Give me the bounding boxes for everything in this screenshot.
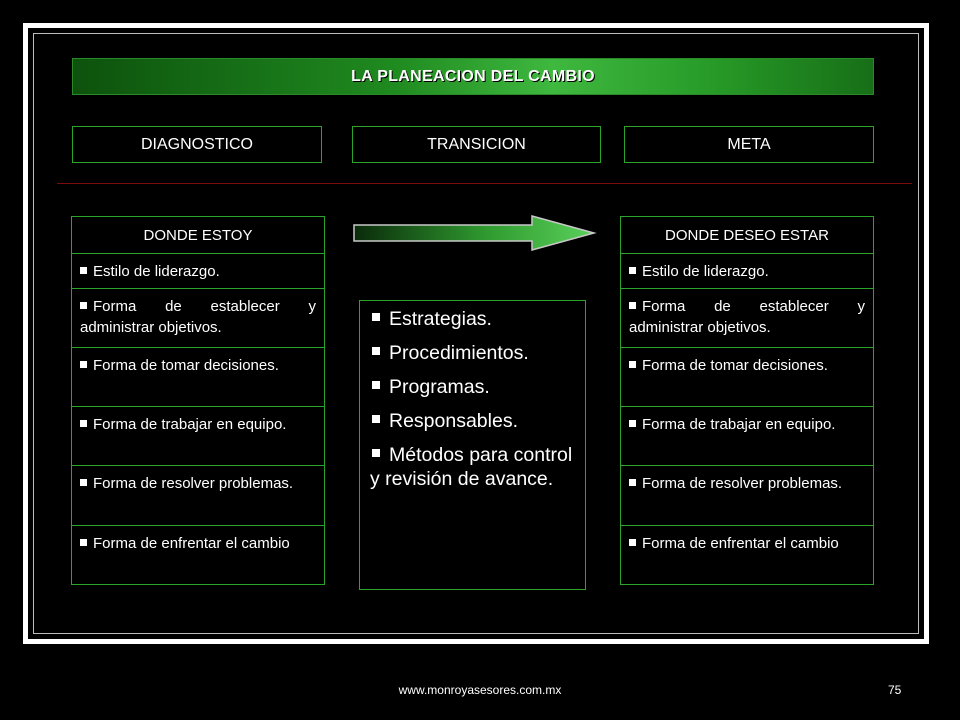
list-item: Estilo de liderazgo.	[621, 254, 873, 289]
bullet-icon	[372, 381, 380, 389]
current-state-column	[71, 216, 325, 585]
footer-url: www.monroyasesores.com.mx	[398, 683, 562, 697]
bullet-icon	[372, 415, 380, 423]
bullet-icon	[629, 420, 636, 427]
list-item: Forma de tomar decisiones.	[621, 348, 873, 407]
list-item: Forma de trabajar en equipo.	[621, 407, 873, 466]
right-arrow-icon	[352, 213, 598, 253]
page-number: 75	[888, 683, 902, 697]
list-item: Forma de enfrentar el cambio	[621, 526, 873, 584]
desired-state-column	[620, 216, 874, 585]
transition-list	[359, 300, 586, 590]
bullet-icon	[629, 361, 636, 368]
stage-transicion: TRANSICION	[352, 126, 601, 163]
bullet-icon	[80, 539, 87, 546]
list-item: Programas.	[370, 375, 577, 399]
bullet-icon	[80, 420, 87, 427]
list-item: Forma de establecer y administrar objetivos.	[621, 289, 873, 348]
bullet-icon	[629, 539, 636, 546]
list-item: Forma de resolver problemas.	[621, 466, 873, 526]
bullet-icon	[80, 302, 87, 309]
stage-meta: META	[624, 126, 874, 163]
stage-diagnostico: DIAGNOSTICO	[72, 126, 322, 163]
list-item: Forma de enfrentar el cambio	[72, 526, 324, 584]
list-item: Forma de trabajar en equipo.	[72, 407, 324, 466]
list-item: Estrategias.	[370, 307, 577, 331]
bullet-icon	[629, 302, 636, 309]
list-item: Forma de tomar decisiones.	[72, 348, 324, 407]
bullet-icon	[372, 449, 380, 457]
list-item: Estilo de liderazgo.	[72, 254, 324, 289]
separator-line	[57, 183, 912, 184]
list-item: Métodos para control y revisión de avance.	[370, 444, 573, 490]
desired-state-header: DONDE DESEO ESTAR	[621, 217, 873, 254]
list-item: Forma de establecer y administrar objetivos.	[72, 289, 324, 348]
bullet-icon	[372, 313, 380, 321]
list-item: Responsables.	[370, 409, 577, 433]
list-item: Forma de resolver problemas.	[72, 466, 324, 526]
bullet-icon	[372, 347, 380, 355]
slide-title: LA PLANEACION DEL CAMBIO	[72, 58, 874, 95]
list-item: Procedimientos.	[370, 341, 577, 365]
bullet-icon	[80, 361, 87, 368]
bullet-icon	[80, 267, 87, 274]
current-state-header: DONDE ESTOY	[72, 217, 324, 254]
bullet-icon	[629, 267, 636, 274]
bullet-icon	[629, 479, 636, 486]
bullet-icon	[80, 479, 87, 486]
